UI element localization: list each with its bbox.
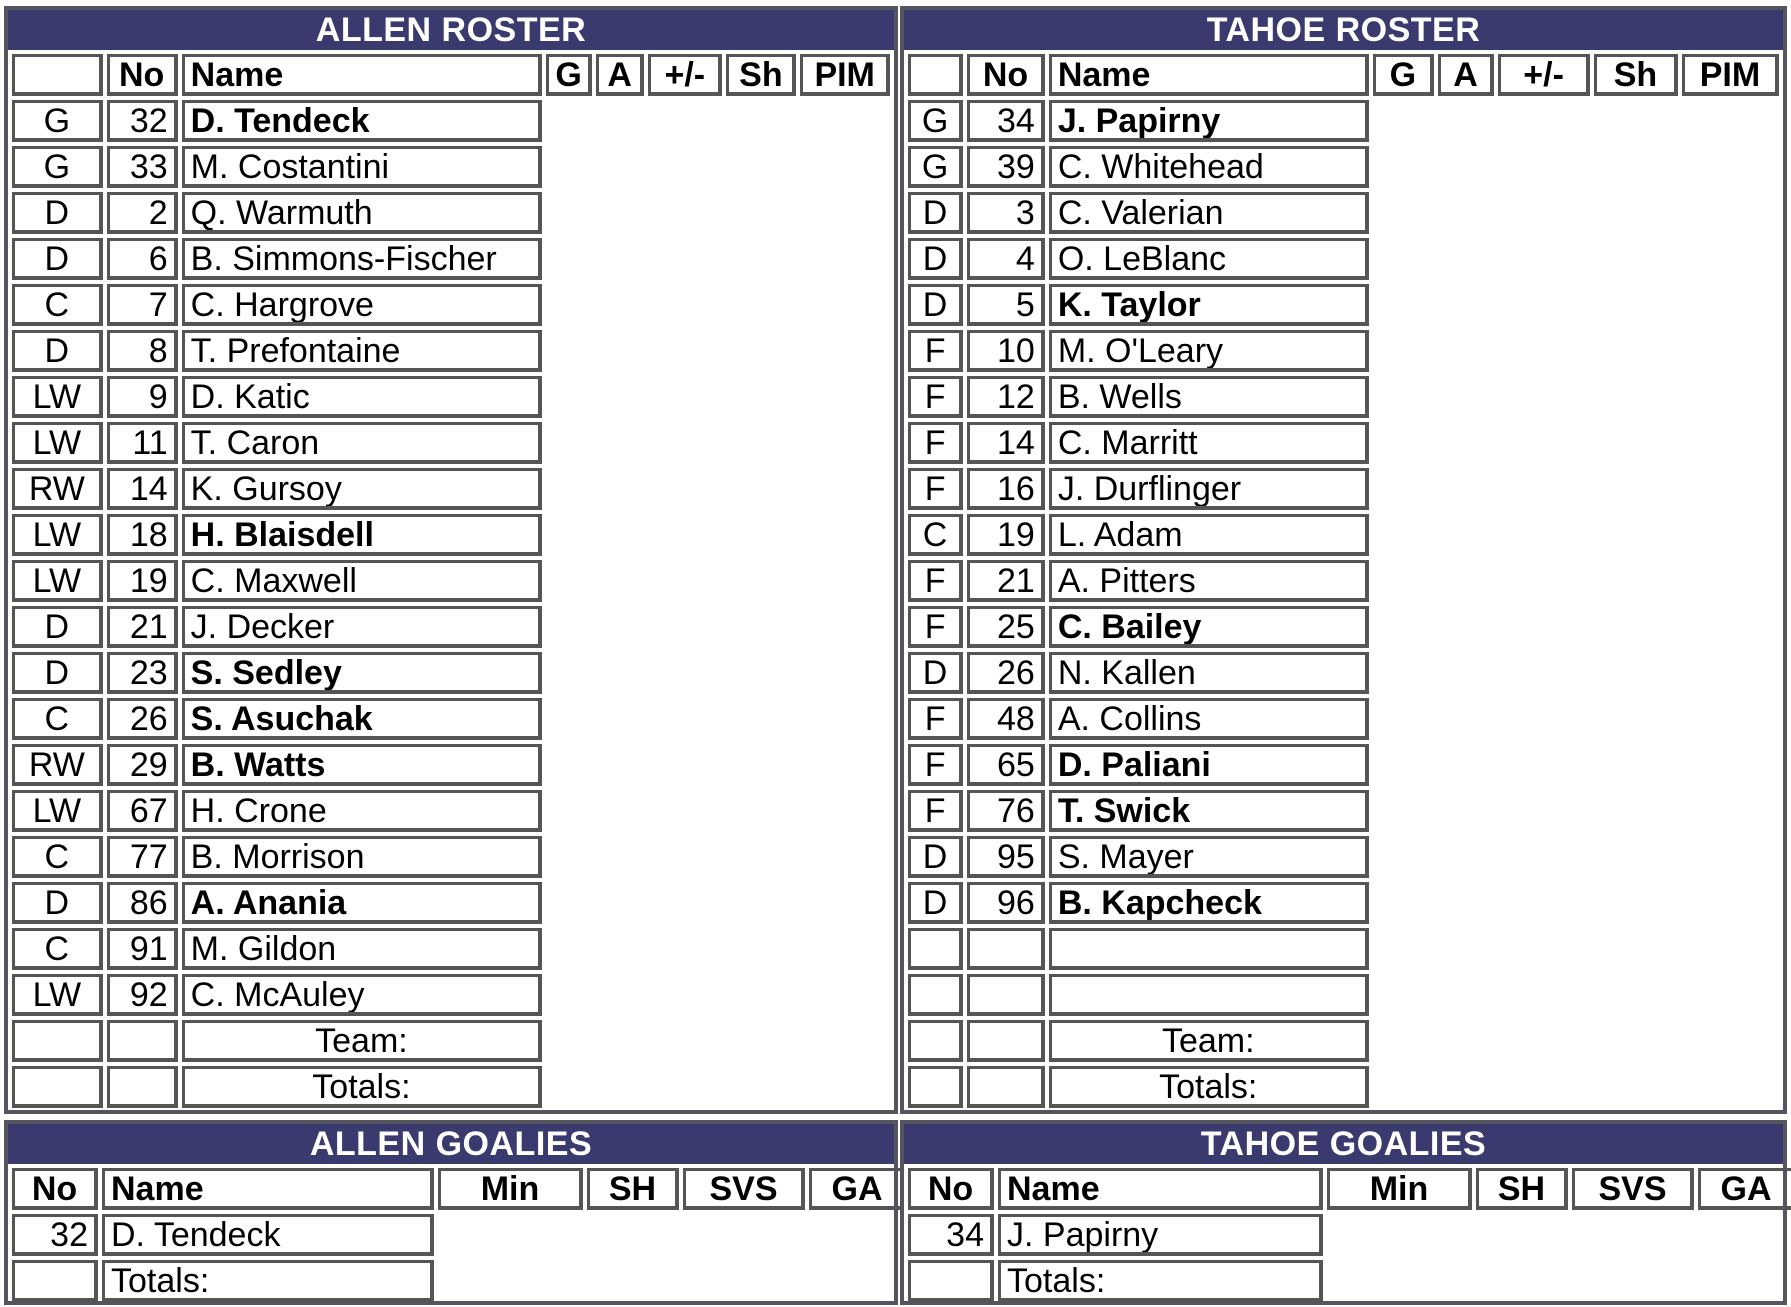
name-header: Name (1049, 54, 1369, 96)
player-position: LW (12, 974, 103, 1016)
goalie-name: J. Papirny (998, 1214, 1323, 1256)
player-name: M. Costantini (182, 146, 543, 188)
tahoe-goalies-title: TAHOE GOALIES (904, 1124, 1783, 1164)
player-number: 92 (107, 974, 178, 1016)
player-number: 5 (967, 284, 1045, 326)
player-number: 6 (107, 238, 178, 280)
player-name: C. Hargrove (182, 284, 543, 326)
player-number: 19 (967, 514, 1045, 556)
empty-cell (107, 1066, 178, 1108)
player-number: 26 (107, 698, 178, 740)
player-number: 21 (107, 606, 178, 648)
player-name: A. Collins (1049, 698, 1369, 740)
player-position: LW (12, 560, 103, 602)
player-name: C. Bailey (1049, 606, 1369, 648)
player-name (1049, 974, 1369, 1016)
player-position: D (12, 238, 103, 280)
player-position: G (908, 100, 963, 142)
player-position: D (12, 330, 103, 372)
allen-goalies-header-row (12, 1168, 906, 1210)
assists-header: A (596, 54, 644, 96)
goalie-row (12, 1214, 906, 1256)
goals-header: G (546, 54, 592, 96)
player-position: F (908, 560, 963, 602)
player-name: C. Whitehead (1049, 146, 1369, 188)
empty-cell (967, 1066, 1045, 1108)
player-position: RW (12, 468, 103, 510)
player-number: 77 (107, 836, 178, 878)
no-header: No (967, 54, 1045, 96)
stats-blank-area (1373, 100, 1779, 1108)
player-name: J. Durflinger (1049, 468, 1369, 510)
player-name: K. Taylor (1049, 284, 1369, 326)
player-position: D (12, 882, 103, 924)
player-number: 29 (107, 744, 178, 786)
player-name (1049, 928, 1369, 970)
player-number: 67 (107, 790, 178, 832)
allen-roster-header-row (12, 54, 890, 96)
allen-goalies-panel (4, 1120, 898, 1305)
shots-header: Sh (726, 54, 796, 96)
goalie-totals-label: Totals: (102, 1260, 434, 1302)
player-number: 95 (967, 836, 1045, 878)
player-name: Q. Warmuth (182, 192, 543, 234)
player-position: C (12, 284, 103, 326)
pim-header: PIM (800, 54, 890, 96)
goalie-totals-row (908, 1260, 1791, 1302)
player-name: O. LeBlanc (1049, 238, 1369, 280)
goalie-row (908, 1214, 1791, 1256)
shots-header: Sh (1594, 54, 1678, 96)
totals-label: Totals: (182, 1066, 543, 1108)
goals-against-header: GA (1698, 1168, 1791, 1210)
player-number: 10 (967, 330, 1045, 372)
name-header: Name (182, 54, 543, 96)
goals-header: G (1373, 54, 1434, 96)
goalie-totals-no-cell (12, 1260, 98, 1302)
player-name: A. Pitters (1049, 560, 1369, 602)
player-number: 4 (967, 238, 1045, 280)
goalie-totals-label: Totals: (998, 1260, 1323, 1302)
goalie-name: D. Tendeck (102, 1214, 434, 1256)
goalie-stats-blank (438, 1214, 906, 1256)
tahoe-roster-header-row (908, 54, 1779, 96)
player-number: 14 (967, 422, 1045, 464)
player-position: LW (12, 790, 103, 832)
player-name: D. Katic (182, 376, 543, 418)
player-number: 96 (967, 882, 1045, 924)
player-position (908, 928, 963, 970)
tahoe-goalies-panel (900, 1120, 1787, 1305)
empty-cell (12, 1066, 103, 1108)
player-position: C (12, 698, 103, 740)
team-label: Team: (182, 1020, 543, 1062)
empty-cell (967, 1020, 1045, 1062)
player-name: K. Gursoy (182, 468, 543, 510)
player-position: D (908, 192, 963, 234)
saves-header: SVS (1572, 1168, 1694, 1210)
player-name: S. Asuchak (182, 698, 543, 740)
empty-cell (908, 1020, 963, 1062)
allen-goalies-table (8, 1164, 910, 1306)
player-position: D (908, 882, 963, 924)
player-number: 23 (107, 652, 178, 694)
player-position: D (12, 652, 103, 694)
allen-roster-table (8, 50, 894, 1112)
tahoe-goalies-table (904, 1164, 1791, 1306)
player-position: F (908, 422, 963, 464)
tahoe-roster-panel (900, 6, 1787, 1114)
goalie-stats-blank (1327, 1214, 1791, 1256)
player-name: M. Gildon (182, 928, 543, 970)
player-position: F (908, 606, 963, 648)
pos-header (908, 54, 963, 96)
player-name: H. Crone (182, 790, 543, 832)
player-position: F (908, 376, 963, 418)
goalie-totals-row (12, 1260, 906, 1302)
player-number: 7 (107, 284, 178, 326)
player-number: 19 (107, 560, 178, 602)
player-number: 39 (967, 146, 1045, 188)
player-position: C (12, 928, 103, 970)
goalie-no-header: No (908, 1168, 994, 1210)
player-position: D (908, 238, 963, 280)
player-position: G (908, 146, 963, 188)
player-position (908, 974, 963, 1016)
player-name: L. Adam (1049, 514, 1369, 556)
player-number: 86 (107, 882, 178, 924)
player-name: C. Valerian (1049, 192, 1369, 234)
player-number: 26 (967, 652, 1045, 694)
plus-minus-header: +/- (1498, 54, 1590, 96)
player-position: F (908, 744, 963, 786)
goalie-name-header: Name (998, 1168, 1323, 1210)
pim-header: PIM (1682, 54, 1779, 96)
player-name: H. Blaisdell (182, 514, 543, 556)
player-number: 16 (967, 468, 1045, 510)
goalie-totals-blank (1327, 1260, 1791, 1302)
player-number: 65 (967, 744, 1045, 786)
team-label: Team: (1049, 1020, 1369, 1062)
empty-cell (12, 1020, 103, 1062)
player-position: F (908, 790, 963, 832)
player-position: RW (12, 744, 103, 786)
player-number: 32 (107, 100, 178, 142)
player-row (12, 100, 890, 142)
player-name: C. Marritt (1049, 422, 1369, 464)
player-number: 9 (107, 376, 178, 418)
player-number: 2 (107, 192, 178, 234)
player-name: C. McAuley (182, 974, 543, 1016)
player-name: B. Kapcheck (1049, 882, 1369, 924)
player-number: 12 (967, 376, 1045, 418)
player-number: 48 (967, 698, 1045, 740)
player-number: 91 (107, 928, 178, 970)
player-position: LW (12, 514, 103, 556)
goalie-totals-blank (438, 1260, 906, 1302)
player-number: 34 (967, 100, 1045, 142)
player-name: B. Wells (1049, 376, 1369, 418)
player-name: J. Papirny (1049, 100, 1369, 142)
player-name: S. Sedley (182, 652, 543, 694)
minutes-header: Min (438, 1168, 583, 1210)
tahoe-goalies-header-row (908, 1168, 1791, 1210)
pos-header (12, 54, 103, 96)
player-name: T. Swick (1049, 790, 1369, 832)
totals-label: Totals: (1049, 1066, 1369, 1108)
player-position: G (12, 100, 103, 142)
player-number: 76 (967, 790, 1045, 832)
player-number (967, 974, 1045, 1016)
player-name: B. Simmons-Fischer (182, 238, 543, 280)
player-number: 21 (967, 560, 1045, 602)
player-number: 14 (107, 468, 178, 510)
player-position: D (12, 606, 103, 648)
stats-blank-area (546, 100, 890, 1108)
player-position: D (12, 192, 103, 234)
player-position: D (908, 652, 963, 694)
plus-minus-header: +/- (648, 54, 722, 96)
goals-against-header: GA (809, 1168, 906, 1210)
player-position: LW (12, 422, 103, 464)
tahoe-roster-table (904, 50, 1783, 1112)
player-name: C. Maxwell (182, 560, 543, 602)
goalie-number: 34 (908, 1214, 994, 1256)
player-name: J. Decker (182, 606, 543, 648)
player-name: M. O'Leary (1049, 330, 1369, 372)
goalie-name-header: Name (102, 1168, 434, 1210)
player-name: B. Watts (182, 744, 543, 786)
shots-against-header: SH (1476, 1168, 1568, 1210)
saves-header: SVS (683, 1168, 805, 1210)
player-name: T. Prefontaine (182, 330, 543, 372)
player-position: F (908, 468, 963, 510)
player-number (967, 928, 1045, 970)
shots-against-header: SH (587, 1168, 679, 1210)
player-name: D. Paliani (1049, 744, 1369, 786)
empty-cell (107, 1020, 178, 1062)
player-position: C (12, 836, 103, 878)
player-number: 8 (107, 330, 178, 372)
player-position: G (12, 146, 103, 188)
player-number: 11 (107, 422, 178, 464)
player-number: 3 (967, 192, 1045, 234)
tahoe-roster-title: TAHOE ROSTER (904, 10, 1783, 50)
allen-roster-panel (4, 6, 898, 1114)
minutes-header: Min (1327, 1168, 1472, 1210)
player-position: LW (12, 376, 103, 418)
allen-goalies-title: ALLEN GOALIES (8, 1124, 894, 1164)
player-name: A. Anania (182, 882, 543, 924)
goalie-number: 32 (12, 1214, 98, 1256)
player-name: S. Mayer (1049, 836, 1369, 878)
empty-cell (908, 1066, 963, 1108)
player-position: D (908, 284, 963, 326)
goalie-totals-no-cell (908, 1260, 994, 1302)
player-name: B. Morrison (182, 836, 543, 878)
goalie-no-header: No (12, 1168, 98, 1210)
player-number: 25 (967, 606, 1045, 648)
player-name: T. Caron (182, 422, 543, 464)
allen-roster-title: ALLEN ROSTER (8, 10, 894, 50)
player-number: 18 (107, 514, 178, 556)
player-name: N. Kallen (1049, 652, 1369, 694)
player-name: D. Tendeck (182, 100, 543, 142)
assists-header: A (1438, 54, 1494, 96)
player-number: 33 (107, 146, 178, 188)
player-position: F (908, 698, 963, 740)
player-position: F (908, 330, 963, 372)
player-position: C (908, 514, 963, 556)
no-header: No (107, 54, 178, 96)
player-row (908, 100, 1779, 142)
player-position: D (908, 836, 963, 878)
